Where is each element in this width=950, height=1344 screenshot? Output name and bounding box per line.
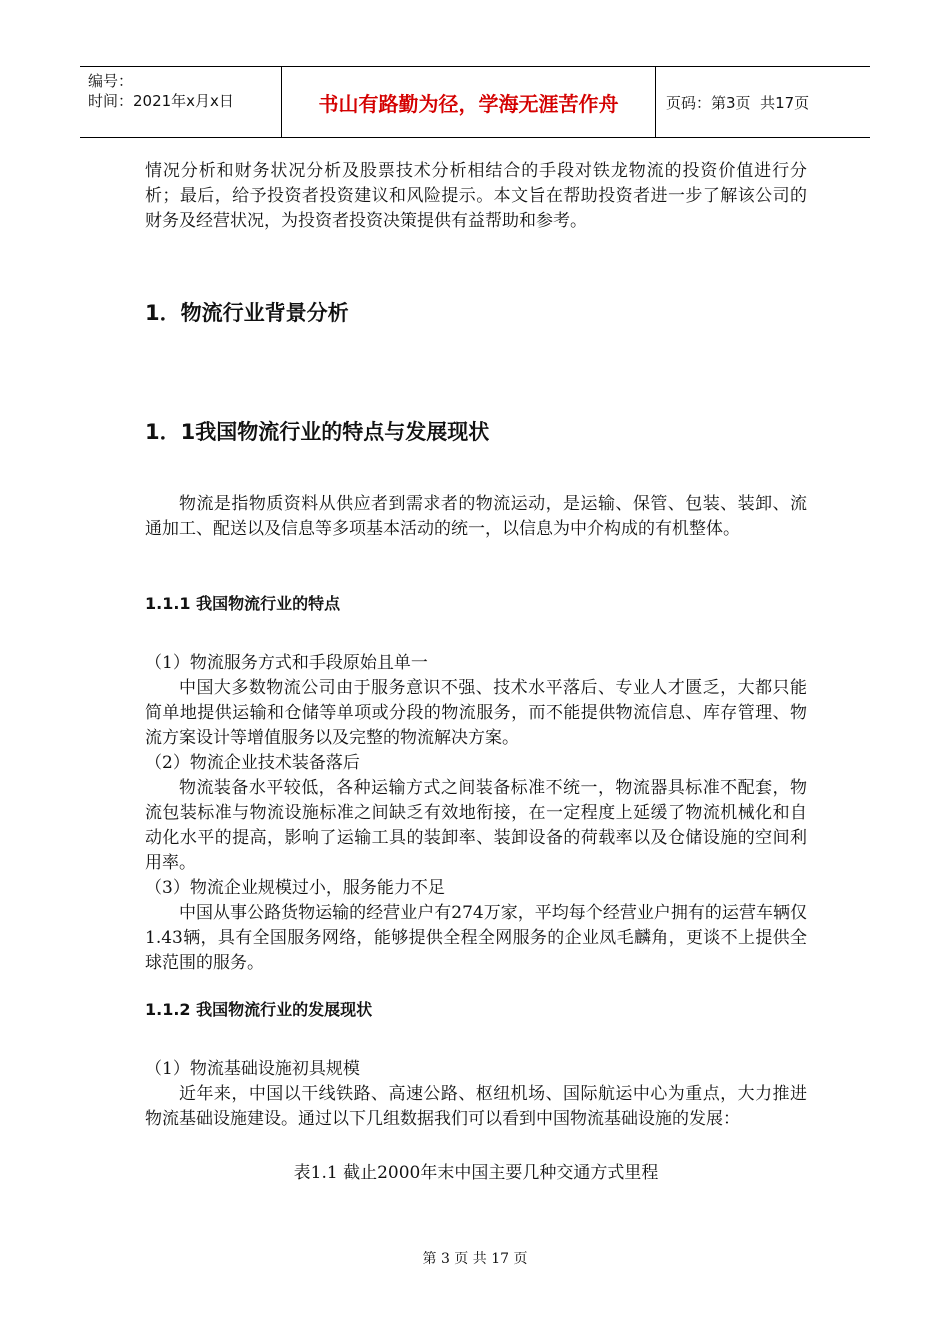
header-motto: 书山有路勤为径，学海无涯苦作舟 (282, 67, 656, 137)
table-caption: 表1.1 截止2000年末中国主要几种交通方式里程 (293, 1163, 659, 1183)
section-1-1-2-heading: 1.1.2 我国物流行业的发展现状 (145, 1000, 373, 1019)
intro-paragraph: 情况分析和财务状况分析及股票技术分析相结合的手段对铁龙物流的投资价值进行分析；最后，给予投资者投资建议和风险提示。本文旨在帮助投资者进一步了解该公司的财务及经营状况，为投资者投资决策提供有益帮助和参考。 (145, 161, 807, 231)
section-1-1-heading: 1．1我国物流行业的特点与发展现状 (145, 420, 490, 444)
status-item-1-title: （1）物流基础设施初具规模 (145, 1059, 360, 1079)
feature-item-1-title: （1）物流服务方式和手段原始且单一 (145, 653, 428, 673)
feature-item-3-title: （3）物流企业规模过小，服务能力不足 (145, 878, 445, 898)
feature-item-2-title: （2）物流企业技术装备落后 (145, 753, 360, 773)
section-1-1-2-body (145, 1057, 807, 1132)
header-page-info: 页码：第3页 共17页 (666, 93, 810, 112)
section-1-1-1-body (145, 651, 807, 976)
document-number-label: 编号： (88, 72, 134, 90)
feature-item-1-text: 中国大多数物流公司由于服务意识不强、技术水平落后、专业人才匮乏，大都只能简单地提供运输和仓储等单项或分段的物流服务，而不能提供物流信息、库存管理、物流方案设计等增值服务以及完整的物流解决方案。 (145, 678, 807, 748)
status-item-1-text: 近年来，中国以干线铁路、高速公路、枢纽机场、国际航运中心为重点，大力推进物流基础设施建设。通过以下几组数据我们可以看到中国物流基础设施的发展： (145, 1084, 807, 1129)
feature-item-3-text: 中国从事公路货物运输的经营业户有274万家，平均每个经营业户拥有的运营车辆仅1.43辆，具有全国服务网络，能够提供全程全网服务的企业凤毛麟角，更谈不上提供全球范围的服务。 (145, 903, 807, 973)
header-meta-cell (80, 67, 282, 137)
page-header (80, 66, 870, 138)
page-footer: 第 3 页 共 17 页 (422, 1251, 528, 1267)
document-date: 时间：2021年x月x日 (88, 92, 234, 110)
section-1-1-paragraph: 物流是指物质资料从供应者到需求者的物流运动，是运输、保管、包装、装卸、流通加工、配送以及信息等多项基本活动的统一，以信息为中介构成的有机整体。 (145, 494, 807, 539)
section-1-1-body (145, 492, 807, 542)
intro-block (145, 159, 807, 234)
section-1-1-1-heading: 1.1.1 我国物流行业的特点 (145, 594, 341, 613)
feature-item-2-text: 物流装备水平较低，各种运输方式之间装备标准不统一，物流器具标准不配套，物流包装标准与物流设施标准之间缺乏有效地衔接，在一定程度上延缓了物流机械化和自动化水平的提高，影响了运输工具的装卸率、装卸设备的荷载率以及仓储设施的空间利用率。 (145, 778, 807, 873)
header-page-info-cell (656, 67, 870, 137)
section-1-heading: 1．物流行业背景分析 (145, 301, 349, 325)
